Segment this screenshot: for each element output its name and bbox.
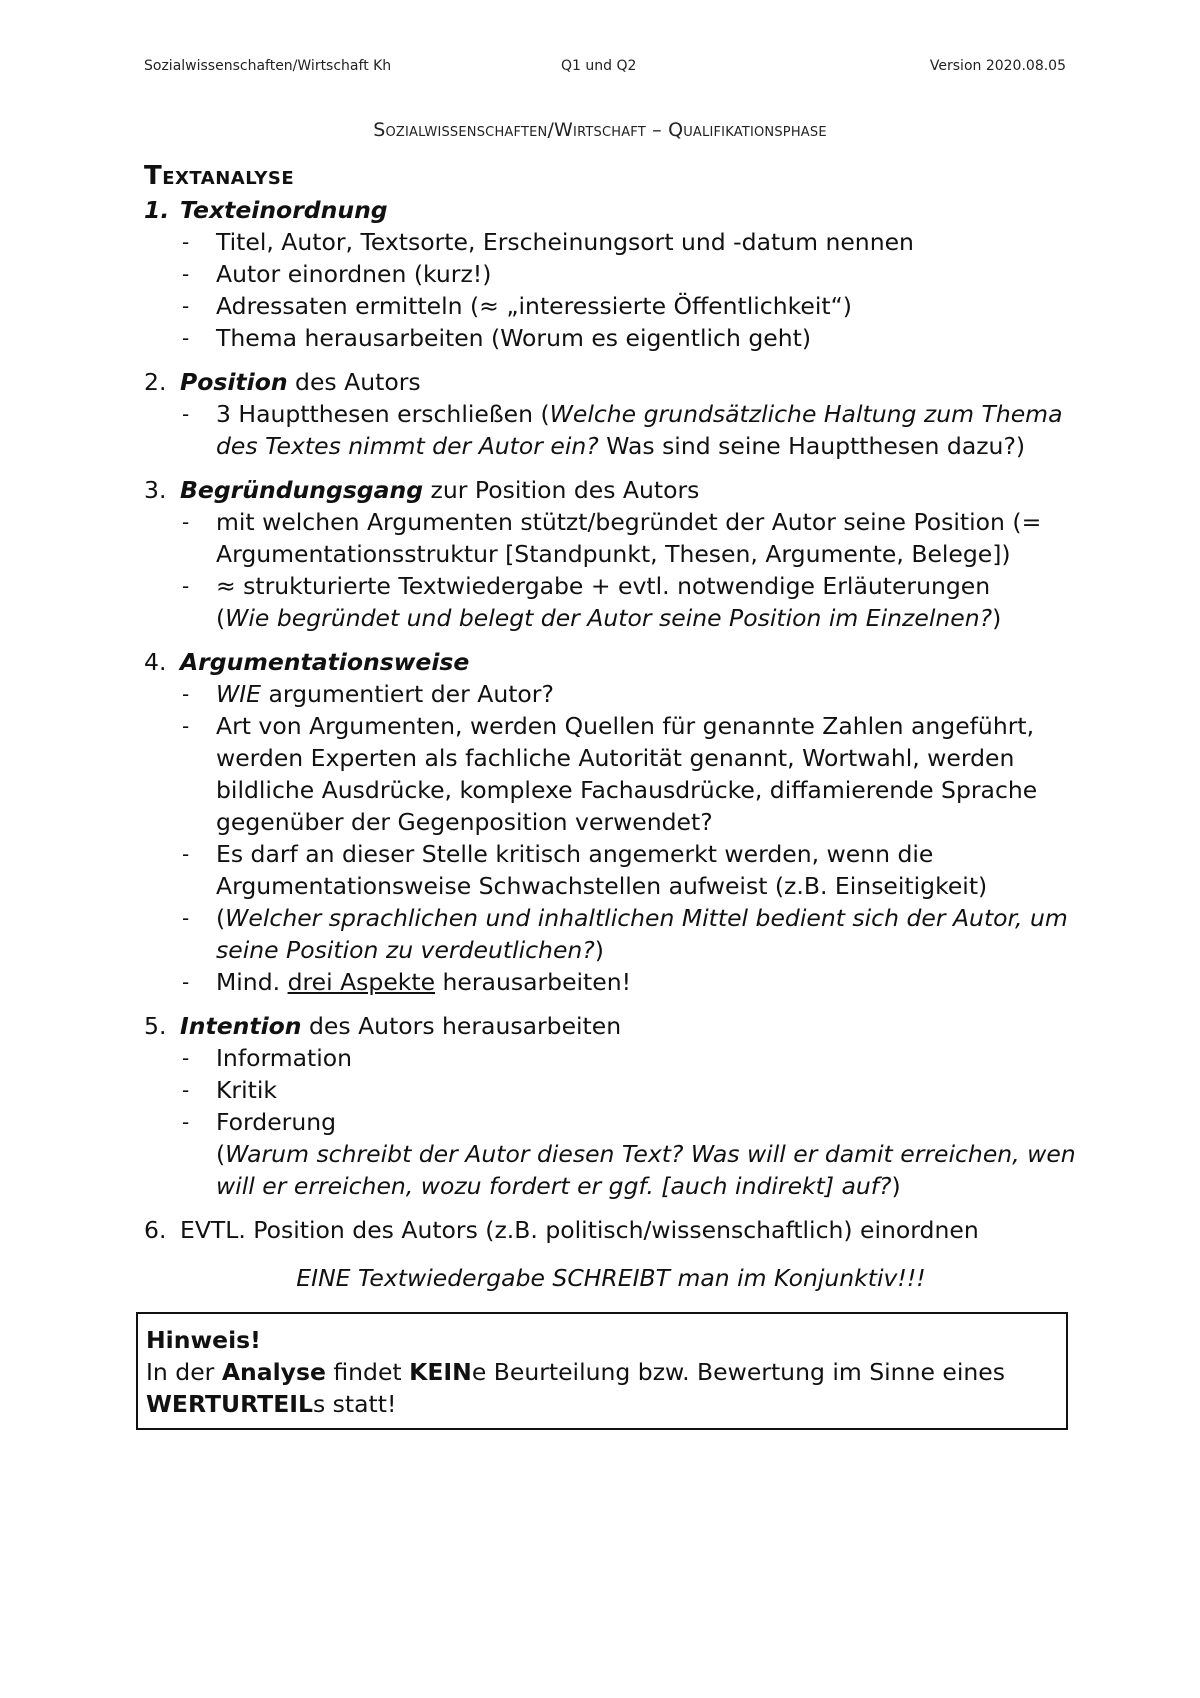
closing-reminder: EINE Textwiedergabe SCHREIBT man im Konjunktiv!!! bbox=[296, 1264, 926, 1292]
section-1 bbox=[144, 194, 1084, 354]
section-3-title-rest: zur Position des Autors bbox=[423, 476, 700, 504]
dash-marker: - bbox=[182, 402, 190, 426]
header-subject: Sozialwissenschaften/Wirtschaft Kh bbox=[144, 58, 392, 74]
section-4-number: 4. bbox=[144, 648, 167, 676]
list-item bbox=[144, 678, 1084, 710]
dash-marker: - bbox=[182, 574, 190, 598]
list-item-emphasis: WIE bbox=[216, 680, 262, 708]
dash-marker: - bbox=[182, 294, 190, 318]
question-text: Welcher sprachlichen und inhaltlichen Mittel bedient sich der Autor, um seine Position zu verdeutlichen? bbox=[216, 904, 1068, 964]
dash-marker: - bbox=[182, 1046, 190, 1070]
section-2-list bbox=[144, 398, 1084, 462]
list-item-text: herausarbeiten! bbox=[435, 968, 632, 996]
section-5-list bbox=[144, 1042, 1084, 1138]
section-1-heading bbox=[144, 194, 1084, 226]
header-version: Version 2020.08.05 bbox=[929, 58, 1066, 74]
list-item-text: Adressaten ermitteln (≈ „interessierte Öffentlichkeit“) bbox=[216, 292, 852, 320]
section-1-title: Texteinordnung bbox=[180, 196, 388, 224]
paren: ( bbox=[216, 1140, 226, 1168]
dash-marker: - bbox=[182, 262, 190, 286]
hinweis-emphasis: WERTURTEIL bbox=[146, 1390, 313, 1418]
list-item-text: argumentiert der Autor? bbox=[261, 680, 554, 708]
list-item-text: Es darf an dieser Stelle kritisch angemerkt werden, wenn die Argumentationsweise Schwachstellen aufweist (z.B. Einseitigkeit) bbox=[216, 840, 988, 900]
hinweis-box bbox=[136, 1312, 1068, 1430]
section-6 bbox=[144, 1214, 1084, 1246]
section-2 bbox=[144, 366, 1084, 462]
list-item bbox=[144, 902, 1084, 966]
hinweis-text bbox=[146, 1356, 1058, 1420]
hinweis-title: Hinweis! bbox=[146, 1326, 261, 1354]
dash-marker: - bbox=[182, 510, 190, 534]
list-item bbox=[144, 838, 1084, 902]
section-5-title-emphasis: Intention bbox=[180, 1012, 302, 1040]
section-6-number: 6. bbox=[144, 1216, 167, 1244]
section-3-guiding-question bbox=[144, 602, 1084, 634]
dash-marker: - bbox=[182, 230, 190, 254]
list-item-text: Kritik bbox=[216, 1076, 277, 1104]
list-item-text: Autor einordnen (kurz!) bbox=[216, 260, 492, 288]
paren: ) bbox=[594, 936, 604, 964]
section-3 bbox=[144, 474, 1084, 634]
paren: ( bbox=[216, 904, 226, 932]
section-2-number: 2. bbox=[144, 368, 167, 396]
list-item bbox=[144, 966, 1084, 998]
header-course: Q1 und Q2 bbox=[561, 58, 637, 74]
list-item-text: Thema herausarbeiten (Worum es eigentlich geht) bbox=[216, 324, 811, 352]
question-text: Warum schreibt der Autor diesen Text? Was will er damit erreichen, wen will er erreichen, wozu fordert er ggf. [auch indirekt] auf? bbox=[216, 1140, 1076, 1200]
section-5-title-rest: des Autors herausarbeiten bbox=[301, 1012, 622, 1040]
hinweis-text-part: In der bbox=[146, 1358, 222, 1386]
section-1-list bbox=[144, 226, 1084, 354]
section-6-heading bbox=[144, 1214, 1084, 1246]
list-item-text: Art von Argumenten, werden Quellen für genannte Zahlen angeführt, werden Experten als fachliche Autorität genannt, Wortwahl, werden bildliche Ausdrücke, komplexe Fachausdrücke, diffamierende Sprache gegenüber der Gegenposition verwendet? bbox=[216, 712, 1038, 836]
section-3-number: 3. bbox=[144, 476, 167, 504]
section-4-heading bbox=[144, 646, 1084, 678]
dash-marker: - bbox=[182, 326, 190, 350]
section-6-text: EVTL. Position des Autors (z.B. politisch/wissenschaftlich) einordnen bbox=[180, 1216, 979, 1244]
list-item-text: mit welchen Argumenten stützt/begründet der Autor seine Position (= Argumentationsstruktur [Standpunkt, Thesen, Argumente, Belege]) bbox=[216, 508, 1042, 568]
dash-marker: - bbox=[182, 1110, 190, 1134]
list-item-text: Forderung bbox=[216, 1108, 337, 1136]
list-item-question: Welche grundsätzliche Haltung zum Thema des Textes nimmt der Autor ein? bbox=[216, 400, 1063, 460]
section-2-title-emphasis: Position bbox=[180, 368, 288, 396]
list-item-text: Mind. bbox=[216, 968, 288, 996]
document-body bbox=[144, 158, 1084, 1430]
hinweis-text-part: findet bbox=[325, 1358, 410, 1386]
section-3-heading bbox=[144, 474, 1084, 506]
question-text: Wie begründet und belegt der Autor seine Position im Einzelnen? bbox=[225, 604, 993, 632]
list-item bbox=[144, 226, 1084, 258]
hinweis-emphasis: Analyse bbox=[221, 1358, 326, 1386]
section-5-heading bbox=[144, 1010, 1084, 1042]
hinweis-text-part: s statt! bbox=[312, 1390, 397, 1418]
section-2-heading bbox=[144, 366, 1084, 398]
main-heading: Textanalyse bbox=[144, 161, 295, 191]
document-title: Sozialwissenschaften/Wirtschaft – Qualifikationsphase bbox=[373, 119, 827, 141]
hinweis-emphasis: KEIN bbox=[409, 1358, 472, 1386]
section-4-list bbox=[144, 678, 1084, 998]
list-item-text: Information bbox=[216, 1044, 353, 1072]
list-item bbox=[144, 290, 1084, 322]
list-item-text: Titel, Autor, Textsorte, Erscheinungsort und -datum nennen bbox=[216, 228, 914, 256]
section-2-title-rest: des Autors bbox=[287, 368, 421, 396]
list-item bbox=[144, 398, 1084, 462]
section-5-number: 5. bbox=[144, 1012, 167, 1040]
paren: ) bbox=[992, 604, 1002, 632]
list-item-text: Was sind seine Hauptthesen dazu?) bbox=[598, 432, 1026, 460]
list-item bbox=[144, 1042, 1084, 1074]
list-item bbox=[144, 322, 1084, 354]
hinweis-text-part: e Beurteilung bzw. Bewertung im Sinne eines bbox=[471, 1358, 1005, 1386]
list-item bbox=[144, 1106, 1084, 1138]
list-item-text: 3 Hauptthesen erschließen ( bbox=[216, 400, 550, 428]
paren: ) bbox=[891, 1172, 901, 1200]
section-4 bbox=[144, 646, 1084, 998]
section-5 bbox=[144, 1010, 1084, 1202]
section-1-number: 1. bbox=[144, 196, 170, 224]
dash-marker: - bbox=[182, 682, 190, 706]
dash-marker: - bbox=[182, 842, 190, 866]
list-item bbox=[144, 1074, 1084, 1106]
dash-marker: - bbox=[182, 1078, 190, 1102]
section-4-title: Argumentationsweise bbox=[180, 648, 470, 676]
section-5-guiding-question bbox=[144, 1138, 1084, 1202]
underlined-text: drei Aspekte bbox=[287, 968, 436, 996]
paren: ( bbox=[216, 604, 226, 632]
dash-marker: - bbox=[182, 714, 190, 738]
dash-marker: - bbox=[182, 970, 190, 994]
list-item bbox=[144, 710, 1084, 838]
list-item bbox=[144, 570, 1084, 602]
list-item-text: ≈ strukturierte Textwiedergabe + evtl. notwendige Erläuterungen bbox=[216, 572, 991, 600]
list-item bbox=[144, 506, 1084, 570]
list-item bbox=[144, 258, 1084, 290]
section-3-list bbox=[144, 506, 1084, 602]
section-3-title-emphasis: Begründungsgang bbox=[180, 476, 424, 504]
dash-marker: - bbox=[182, 906, 190, 930]
